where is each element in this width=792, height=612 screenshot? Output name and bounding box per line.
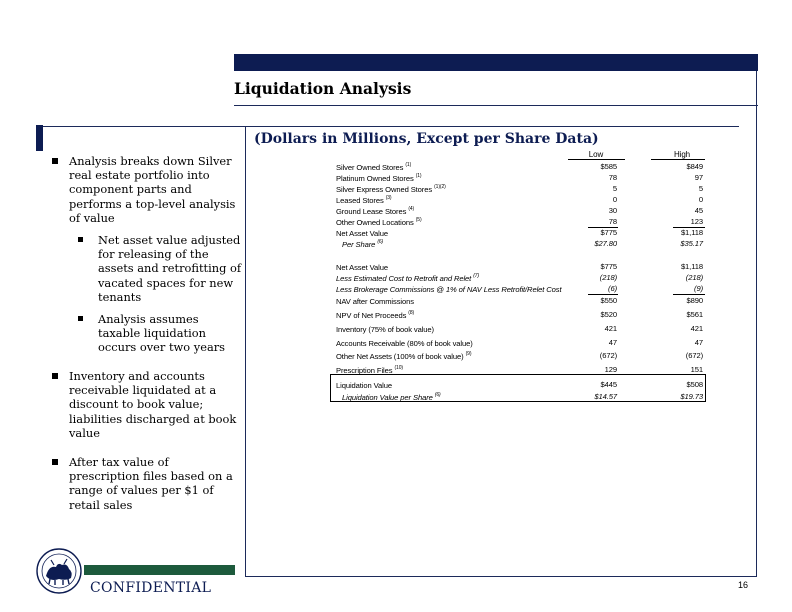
table-row-total: Liquidation Value $445 $508 — [336, 380, 703, 390]
bullet-block-2 — [52, 369, 242, 440]
table-row: Net Asset Value $775 $1,118 — [336, 262, 703, 272]
table-row: Net Asset Value $775 $1,118 — [336, 228, 703, 238]
table-row: NAV after Commissions $550 $890 — [336, 296, 703, 306]
frame-left-border — [245, 127, 246, 577]
table-row: Silver Owned Stores $^{(1)}$ $585 $849 — [336, 162, 703, 172]
sum-rule — [673, 294, 705, 295]
page-number: 16 — [738, 580, 749, 590]
table-row: Leased Stores $^{(3)}$ 0 0 — [336, 195, 703, 205]
confidential-label: CONFIDENTIAL — [90, 580, 212, 596]
left-accent-bar — [36, 125, 43, 151]
table-row: Per Share $^{(6)}$ $27.80 $35.17 — [342, 239, 703, 249]
header-bar — [234, 54, 758, 71]
frame-bottom-border — [245, 576, 757, 577]
bullet-item: Inventory and accounts receivable liquidated at a discount to book value; liabilities discharged at book value — [52, 369, 242, 440]
bullet-block-1 — [52, 154, 242, 355]
table-row-total: Liquidation Value per Share $^{(6)}$ $14.57 $19.73 — [342, 392, 703, 402]
table-row: Silver Express Owned Stores $^{(1)(2)}$ 5 5 — [336, 184, 703, 194]
table-row: Inventory (75% of book value) 421 421 — [336, 324, 703, 334]
column-header-low: Low — [588, 150, 604, 159]
table-row: Less Estimated Cost to Retrofit and Relet $^{(7)}$ (218) (218) — [336, 273, 703, 283]
frame-right-border — [756, 71, 757, 576]
bullet-square-icon — [78, 237, 83, 242]
sub-bullet-item: Net asset value adjusted for releasing of the assets and retrofitting of vacated spaces for new tenants — [52, 233, 242, 304]
sum-rule — [588, 294, 618, 295]
page-title: Liquidation Analysis — [234, 79, 412, 98]
bullet-item: After tax value of prescription files based on a range of values per $1 of retail sales — [52, 455, 242, 512]
column-header-high: High — [673, 150, 691, 159]
subtitle-rule — [43, 126, 739, 127]
bullet-square-icon — [52, 373, 58, 379]
table-row: Other Net Assets (100% of book value) $^{(9)}$ (672) (672) — [336, 351, 703, 361]
table-row: Accounts Receivable (80% of book value) 47 47 — [336, 338, 703, 348]
column-header-rule — [568, 159, 625, 160]
bullet-item: Analysis breaks down Silver real estate portfolio into component parts and performs a top-level analysis of value — [52, 154, 242, 225]
page-subtitle: (Dollars in Millions, Except per Share Data) — [254, 131, 599, 147]
table-row: NPV of Net Proceeds $^{(8)}$ $520 $561 — [336, 310, 703, 320]
title-rule — [234, 105, 758, 106]
bullet-square-icon — [78, 316, 83, 321]
table-row: Other Owned Locations $^{(5)}$ 78 123 — [336, 217, 703, 227]
table-row: Prescription Files $^{(10)}$ 129 151 — [336, 365, 703, 375]
column-header-rule — [651, 159, 705, 160]
sub-bullet-item: Analysis assumes taxable liquidation occurs over two years — [52, 312, 242, 355]
table-row: Less Brokerage Commissions @ 1% of NAV Less Retrofit/Relet Cost (6) (9) — [336, 284, 703, 294]
bullet-square-icon — [52, 459, 58, 465]
bull-and-bear-seal-icon — [36, 548, 82, 594]
table-row: Platinum Owned Stores $^{(1)}$ 78 97 — [336, 173, 703, 183]
bullet-square-icon — [52, 158, 58, 164]
bullet-block-3 — [52, 455, 242, 512]
footer-green-bar — [84, 565, 235, 575]
table-row: Ground Lease Stores $^{(4)}$ 30 45 — [336, 206, 703, 216]
